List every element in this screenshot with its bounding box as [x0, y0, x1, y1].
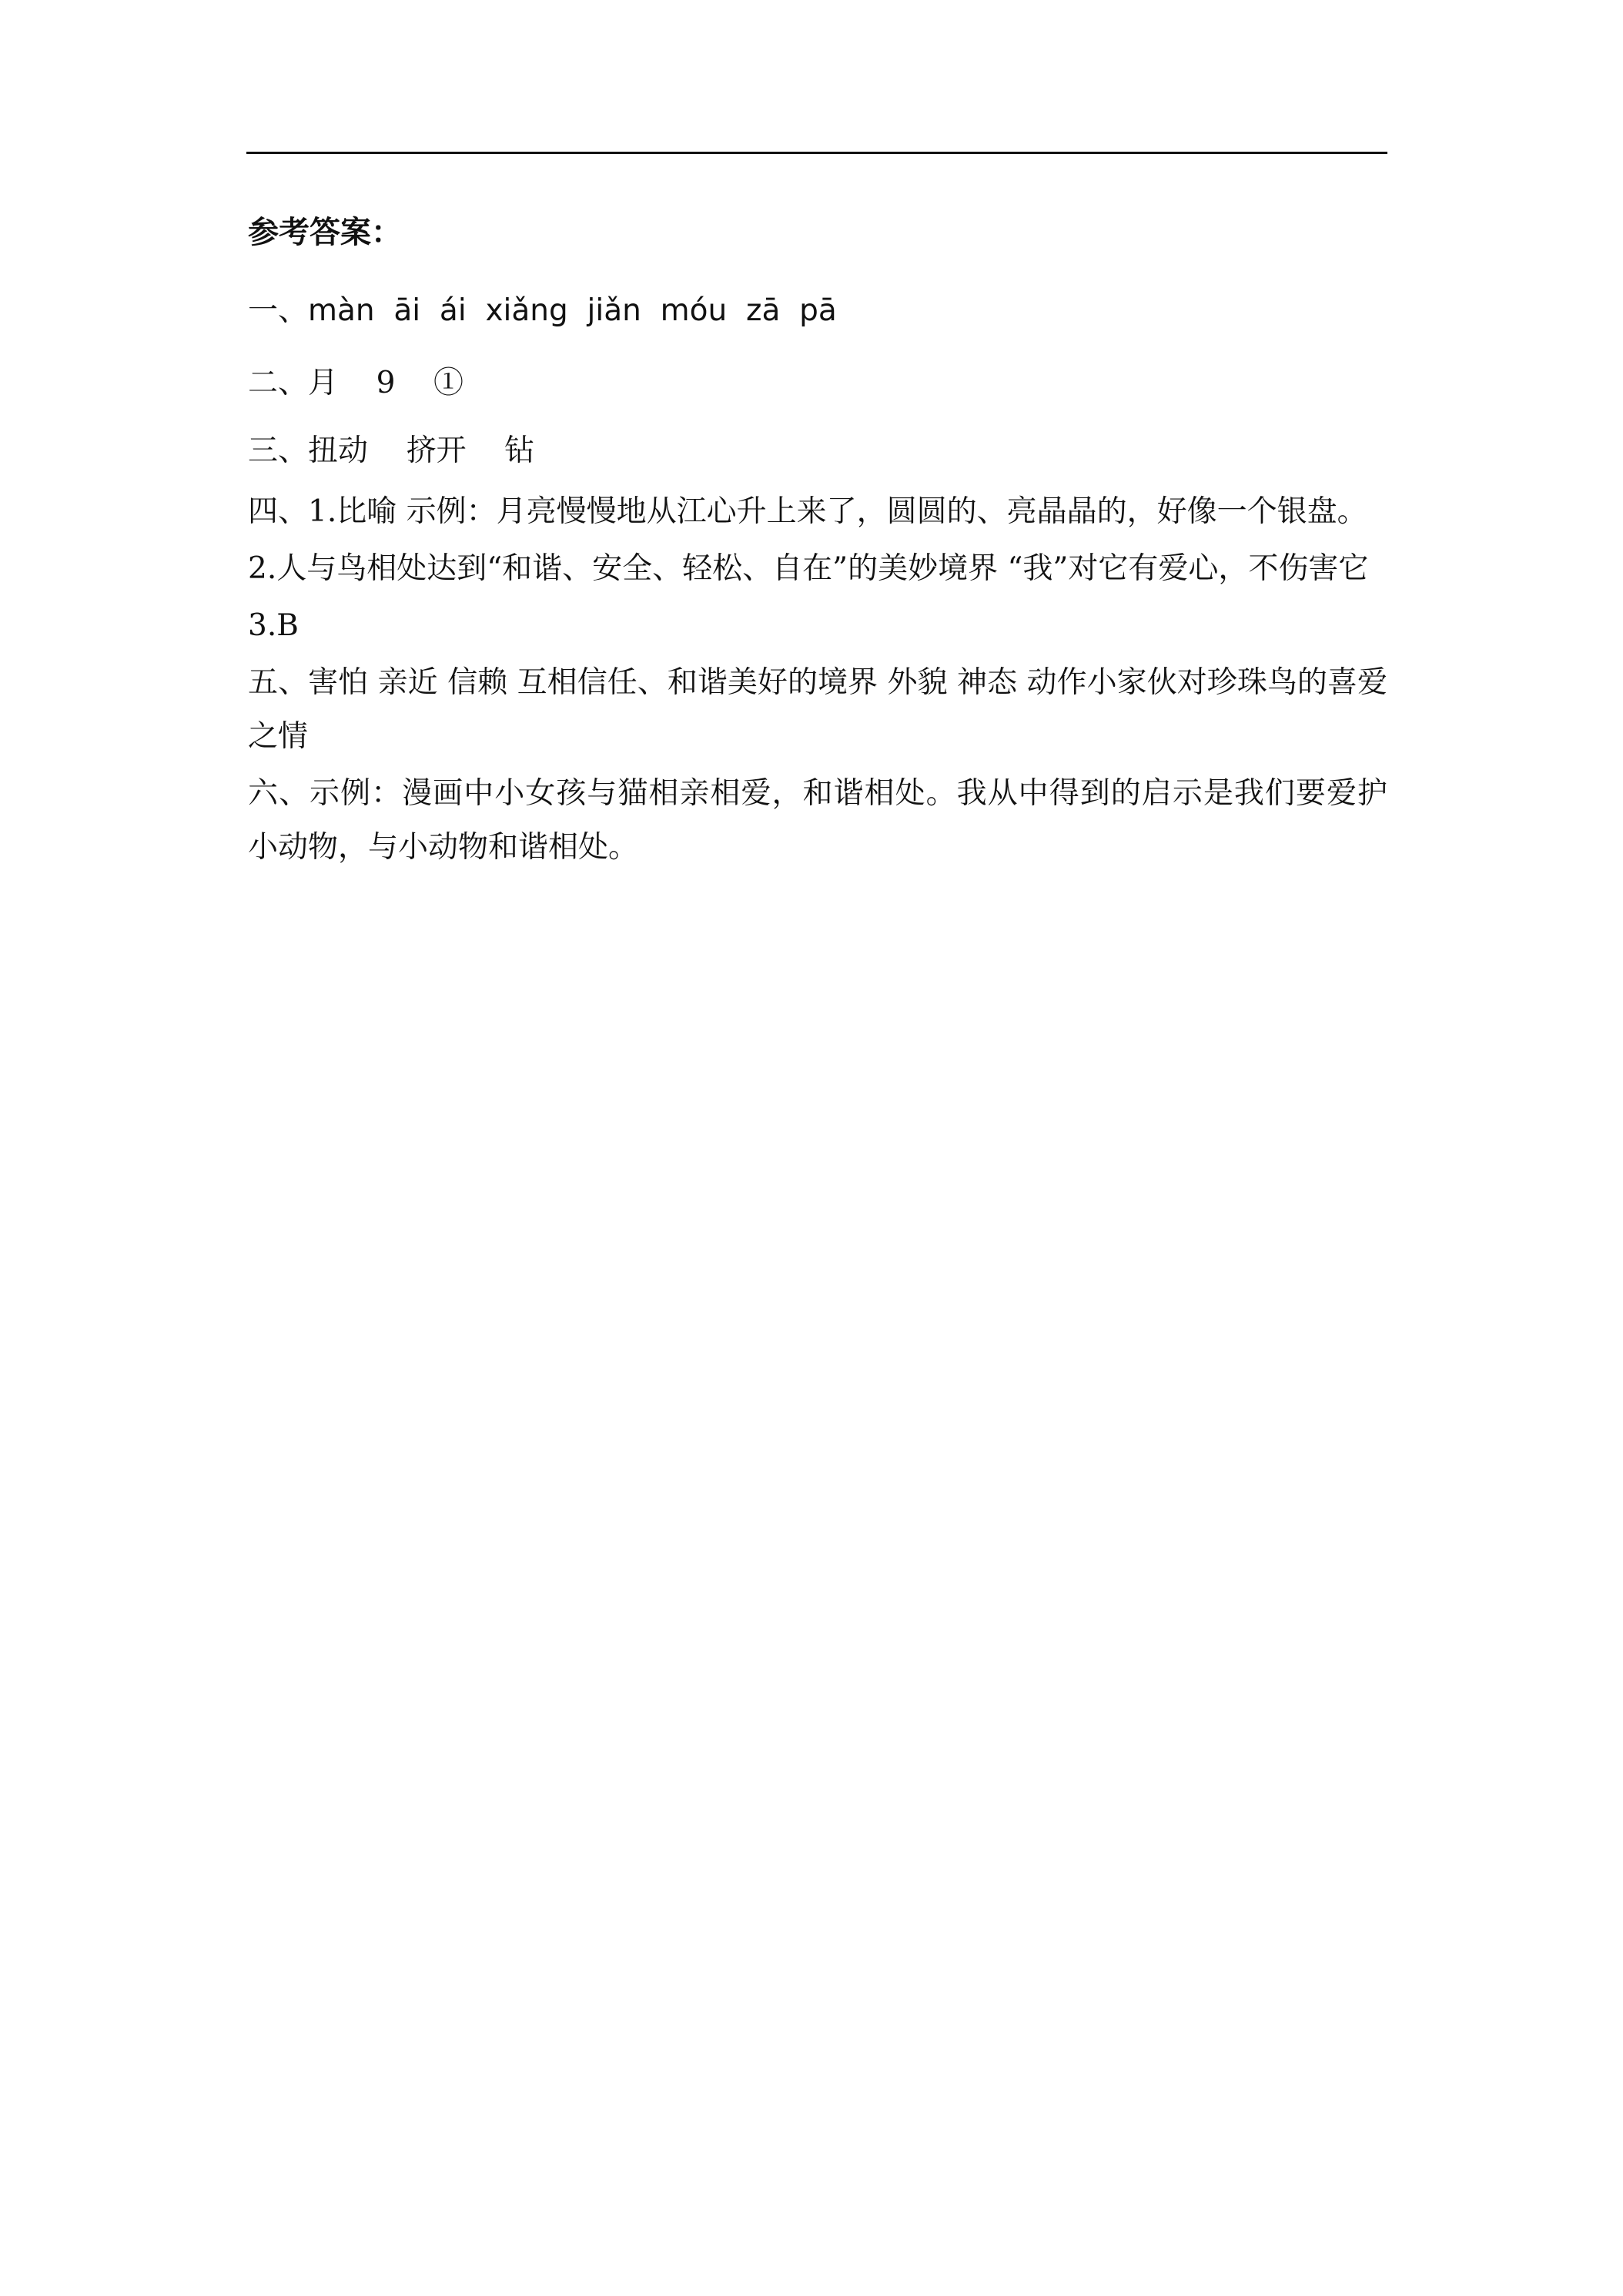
answer-2: 二、月 9 ①: [248, 366, 463, 400]
answer-content: [248, 202, 1387, 875]
answer-4-1: 四、1.比喻 示例：月亮慢慢地从江心升上来了，圆圆的、亮晶晶的，好像一个银盘。: [248, 494, 1367, 529]
answer-4-2: 2.人与鸟相处达到“和谐、安全、轻松、自在”的美妙境界 “我”对它有爱心，不伤害它: [248, 551, 1369, 586]
header-rule: [246, 152, 1387, 154]
answer-5: 五、害怕 亲近 信赖 互相信任、和谐美好的境界 外貌 神态 动作小家伙对珍珠鸟的喜爱之情: [248, 665, 1387, 754]
answer-4-3: 3.B: [248, 608, 299, 643]
answer-6: 六、示例：漫画中小女孩与猫相亲相爱，和谐相处。我从中得到的启示是我们要爱护小动物，与小动物和谐相处。: [248, 776, 1387, 865]
answer-1: 一、màn āi ái xiǎng jiǎn móu zā pā: [248, 293, 837, 328]
answer-title: 参考答案：: [248, 215, 402, 250]
answer-3: 三、扭动 挤开 钻: [248, 433, 535, 468]
